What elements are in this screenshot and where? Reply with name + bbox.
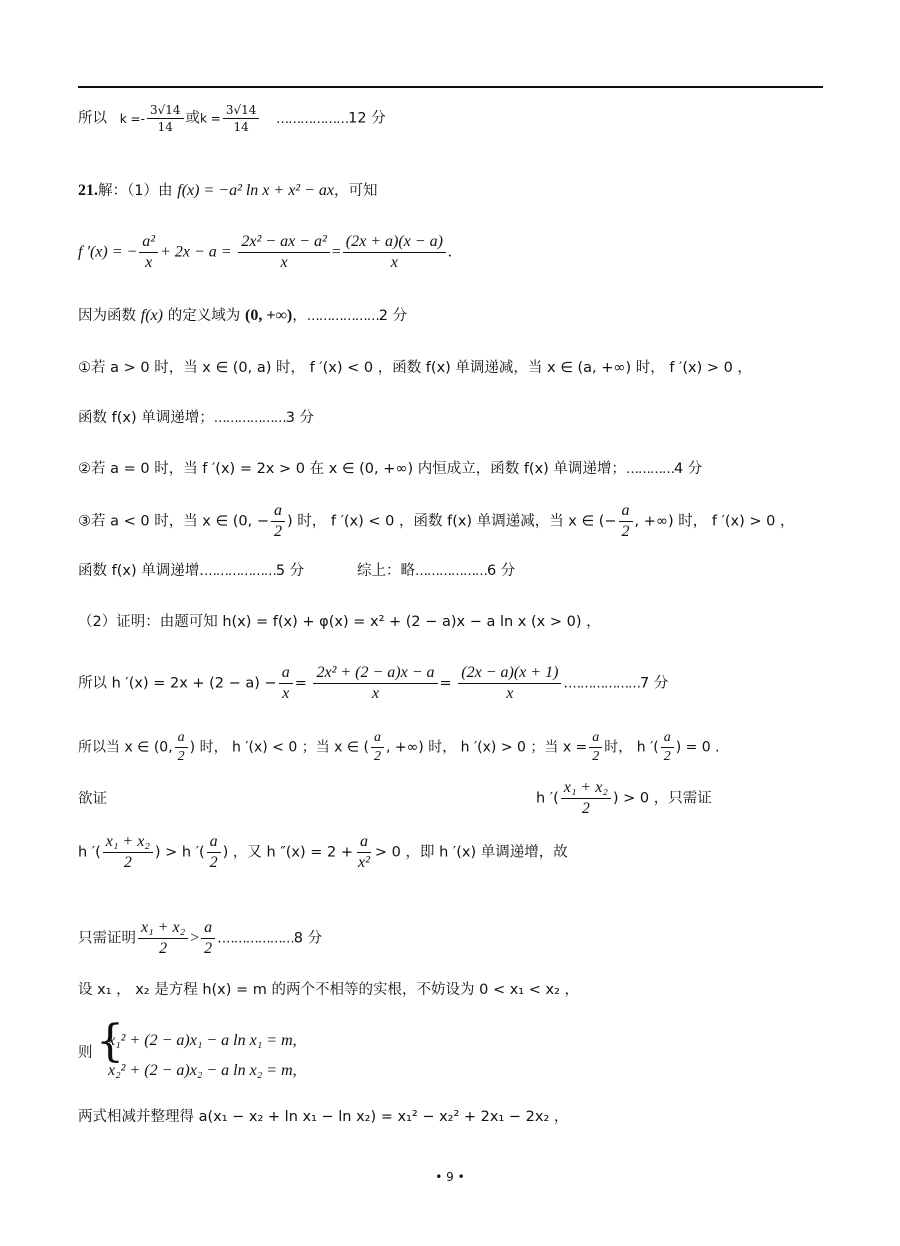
fraction: [138, 920, 188, 957]
need-line: [78, 920, 322, 957]
denominator: 2: [123, 854, 132, 871]
numerator: x₁ + x₂: [103, 834, 153, 853]
fraction: [661, 731, 674, 764]
numerator: 3√14: [147, 104, 184, 119]
numerator: a: [271, 503, 285, 522]
numerator: x₁ + x₂: [561, 780, 611, 799]
h-derivative-line: [78, 665, 668, 702]
question-number: 21.: [78, 182, 98, 199]
text: 的定义域为: [167, 308, 241, 324]
numerator: a²: [139, 234, 158, 253]
math-expr: =: [331, 243, 341, 261]
text: > 0 ，即 h ′(x) 单调递增，故: [374, 844, 568, 861]
denominator: 2: [621, 523, 630, 540]
domain-line: [78, 308, 407, 324]
text: , +∞) 时， h ′(x) > 0 ；当 x =: [386, 739, 588, 756]
text: ) > 0 ，只需证: [612, 790, 712, 807]
denominator: x: [280, 254, 288, 271]
text: , +∞) 时， f ′(x) > 0 ，: [634, 513, 795, 530]
fraction: [619, 503, 633, 540]
text: ) 时， h ′(x) < 0 ；当 x ∈ (: [189, 739, 370, 756]
score: 8 分: [293, 930, 323, 947]
numerator: 3√14: [223, 104, 260, 119]
numerator: a: [175, 731, 188, 748]
fraction: [175, 731, 188, 764]
denominator: x: [282, 685, 290, 702]
text: ②若 a = 0 时，当 f ′(x) = 2x > 0 在 x ∈ (0, +∞) 内恒成立，函数 f(x) 单调递增；: [78, 461, 626, 477]
text: >: [190, 929, 200, 947]
math-expr: f ′(x) = −: [78, 243, 138, 261]
dots: ………………: [221, 931, 294, 947]
score: 3 分: [285, 410, 315, 426]
numerator: a: [357, 834, 371, 853]
numerator: 2x² − ax − a²: [238, 234, 329, 253]
score: 5 分: [275, 563, 305, 579]
fraction: [147, 104, 184, 133]
dots: …………: [625, 462, 674, 477]
denominator: 2: [663, 749, 671, 764]
fraction: [371, 731, 384, 764]
text: ) ，又 h ″(x) = 2 +: [222, 844, 353, 861]
denominator: 2: [204, 940, 213, 957]
denominator: 2: [592, 749, 600, 764]
text: ) 时， f ′(x) < 0 ，函数 f(x) 单调递减，当 x ∈ (−: [287, 513, 617, 530]
math-expr: (0, +∞): [245, 307, 293, 324]
denominator: 2: [209, 854, 218, 871]
score: 7 分: [640, 675, 669, 692]
case-1b-line: [78, 410, 314, 426]
text: h ′(: [536, 790, 559, 807]
math-expr: f(x) = −a² ln x + x² − ax: [177, 182, 334, 199]
denominator: x: [145, 254, 153, 271]
numerator: (2x − a)(x + 1): [458, 665, 561, 684]
denominator: 14: [157, 120, 173, 134]
fraction: [223, 104, 260, 133]
text: .: [563, 675, 568, 692]
dots: ………………: [276, 111, 349, 127]
text: 所以当 x ∈ (0,: [78, 739, 173, 756]
system-label: 则: [78, 1045, 93, 1061]
text: 所以 h ′(x) = 2x + (2 − a) −: [78, 675, 277, 692]
text: 函数 f(x) 单调递增；: [78, 410, 214, 426]
system-eq-1: x₁² + (2 − a)x₁ − a ln x₁ = m,: [108, 1032, 297, 1049]
denominator: x: [506, 685, 514, 702]
fraction: [279, 665, 293, 702]
denominator: 2: [274, 523, 282, 540]
score: 4 分: [673, 461, 703, 477]
page-number: • 9 •: [435, 1170, 465, 1184]
case-3-line: [78, 503, 794, 540]
system-eq-2: x₂² + (2 − a)x₂ − a ln x₂ = m,: [108, 1062, 297, 1079]
k-result-line: [78, 104, 386, 133]
left-brace: {: [96, 1016, 124, 1067]
numerator: a: [589, 731, 602, 748]
numerator: x₁ + x₂: [138, 920, 188, 939]
fraction: [271, 503, 285, 540]
denominator: x²: [358, 854, 370, 871]
text: 解：（1）由: [98, 183, 173, 199]
text: .: [217, 930, 222, 947]
score: 6 分: [486, 563, 516, 579]
fraction: [207, 834, 221, 871]
numerator: a: [201, 920, 215, 939]
text: h ′(: [78, 844, 101, 861]
text: 只需证明: [78, 930, 136, 947]
fraction: [355, 834, 373, 871]
text: =: [294, 675, 307, 692]
subtract-line: 两式相减并整理得 a(x₁ − x₂ + ln x₁ − ln x₂) = x₁² − x₂² + 2x₁ − 2x₂ ，: [78, 1109, 569, 1125]
fraction: [458, 665, 561, 702]
derivative-line: [78, 234, 452, 271]
text: 因为函数: [78, 308, 136, 324]
score: 12 分: [348, 110, 386, 127]
text: ，: [292, 308, 307, 324]
text: k =-: [119, 111, 145, 126]
text: 或: [185, 110, 200, 127]
text: 所以: [78, 110, 107, 127]
fraction: [343, 234, 446, 271]
numerator: (2x + a)(x − a): [343, 234, 446, 253]
want-expr: [536, 780, 712, 817]
math-expr: f(x): [140, 307, 163, 324]
denominator: x: [371, 685, 380, 702]
text: ③若 a < 0 时，当 x ∈ (0, −: [78, 513, 269, 530]
want-label: 欲证: [78, 791, 107, 807]
text: 函数 f(x) 单调递增.: [78, 563, 204, 579]
numerator: 2x² + (2 − a)x − a: [313, 665, 437, 684]
fraction: [313, 665, 437, 702]
denominator: 2: [374, 749, 382, 764]
numerator: a: [279, 665, 293, 684]
fraction: [103, 834, 153, 871]
case-2-line: [78, 461, 702, 477]
text: ，可知: [334, 183, 378, 199]
text: .: [447, 243, 452, 261]
text: 时， h ′(: [604, 739, 659, 756]
text: k =: [200, 111, 221, 126]
question-21-intro: [78, 183, 378, 199]
inequality-line: [78, 834, 568, 871]
case-3b-line: [78, 563, 515, 579]
part-2-line: （2）证明：由题可知 h(x) = f(x) + φ(x) = x² + (2 − a)x − a ln x (x > 0) ，: [78, 614, 601, 630]
numerator: a: [661, 731, 674, 748]
score: 2 分: [378, 308, 408, 324]
fraction: [561, 780, 611, 817]
denominator: 2: [159, 940, 168, 957]
numerator: a: [619, 503, 633, 522]
fraction: [238, 234, 329, 271]
dots: ………………: [568, 676, 640, 692]
denominator: 2: [581, 800, 590, 817]
text: ) > h ′(: [154, 844, 205, 861]
numerator: a: [207, 834, 221, 853]
fraction: [589, 731, 602, 764]
sign-line: [78, 731, 720, 764]
dots: ………………: [203, 564, 276, 579]
denominator: 14: [233, 120, 249, 134]
fraction: [201, 920, 215, 957]
roots-line: 设 x₁ ， x₂ 是方程 h(x) = m 的两个不相等的实根，不妨设为 0 < x₁ < x₂ ，: [78, 982, 579, 998]
dots: ………………: [213, 411, 286, 426]
header-rule: [78, 86, 823, 88]
denominator: 2: [177, 749, 185, 764]
math-expr: + 2x − a =: [160, 243, 232, 261]
dots: ………………: [414, 564, 487, 579]
text: 综上：略: [356, 563, 415, 579]
text: =: [439, 675, 452, 692]
numerator: a: [371, 731, 384, 748]
text: ) = 0 .: [675, 739, 720, 756]
fraction: [139, 234, 158, 271]
case-1-line: ①若 a > 0 时，当 x ∈ (0, a) 时， f ′(x) < 0 ，函数 f(x) 单调递减，当 x ∈ (a, +∞) 时， f ′(x) > 0 ，: [78, 360, 752, 376]
denominator: x: [390, 254, 398, 271]
dots: ………………: [306, 309, 379, 324]
